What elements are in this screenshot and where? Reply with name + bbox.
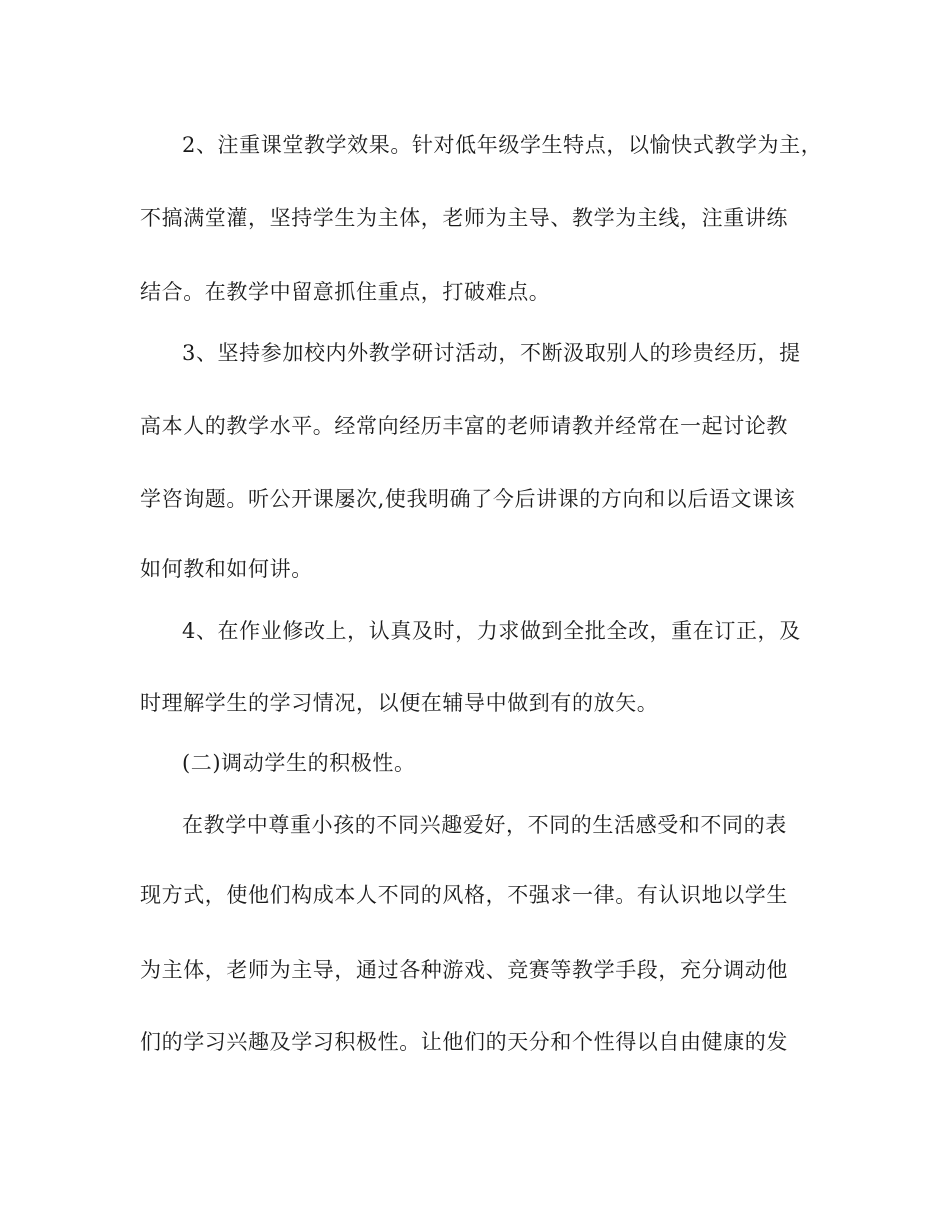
paragraph-3-line-3: 学咨询题。听公开课屡次,使我明确了今后讲课的方向和以后语文课该 <box>140 487 796 511</box>
section-heading: (二)调动学生的积极性。 <box>182 751 416 775</box>
paragraph-2-line-3: 结合。在教学中留意抓住重点，打破难点。 <box>140 280 551 304</box>
paragraph-2-line-1: 2、注重课堂教学效果。针对低年级学生特点，以愉快式教学为主， <box>182 133 823 157</box>
paragraph-5-line-3: 为主体，老师为主导，通过各种游戏、竞赛等教学手段，充分调动他 <box>140 958 788 982</box>
paragraph-3-line-4: 如何教和如何讲。 <box>140 557 313 581</box>
paragraph-3-line-1: 3、坚持参加校内外教学研讨活动，不断汲取别人的珍贵经历，提 <box>182 341 801 365</box>
paragraph-5-line-1: 在教学中尊重小孩的不同兴趣爱好，不同的生活感受和不同的表 <box>182 813 787 837</box>
paragraph-3-line-2: 高本人的教学水平。经常向经历丰富的老师请教并经常在一起讨论教 <box>140 414 788 438</box>
paragraph-5-line-2: 现方式，使他们构成本人不同的风格，不强求一律。有认识地以学生 <box>140 883 788 907</box>
paragraph-4-line-1: 4、在作业修改上，认真及时，力求做到全批全改，重在订正，及 <box>182 619 801 643</box>
paragraph-5-line-4: 们的学习兴趣及学习积极性。让他们的天分和个性得以自由健康的发 <box>140 1030 788 1054</box>
paragraph-4-line-2: 时理解学生的学习情况，以便在辅导中做到有的放矢。 <box>140 691 659 715</box>
paragraph-2-line-2: 不搞满堂灌，坚持学生为主体，老师为主导、教学为主线，注重讲练 <box>140 206 788 230</box>
